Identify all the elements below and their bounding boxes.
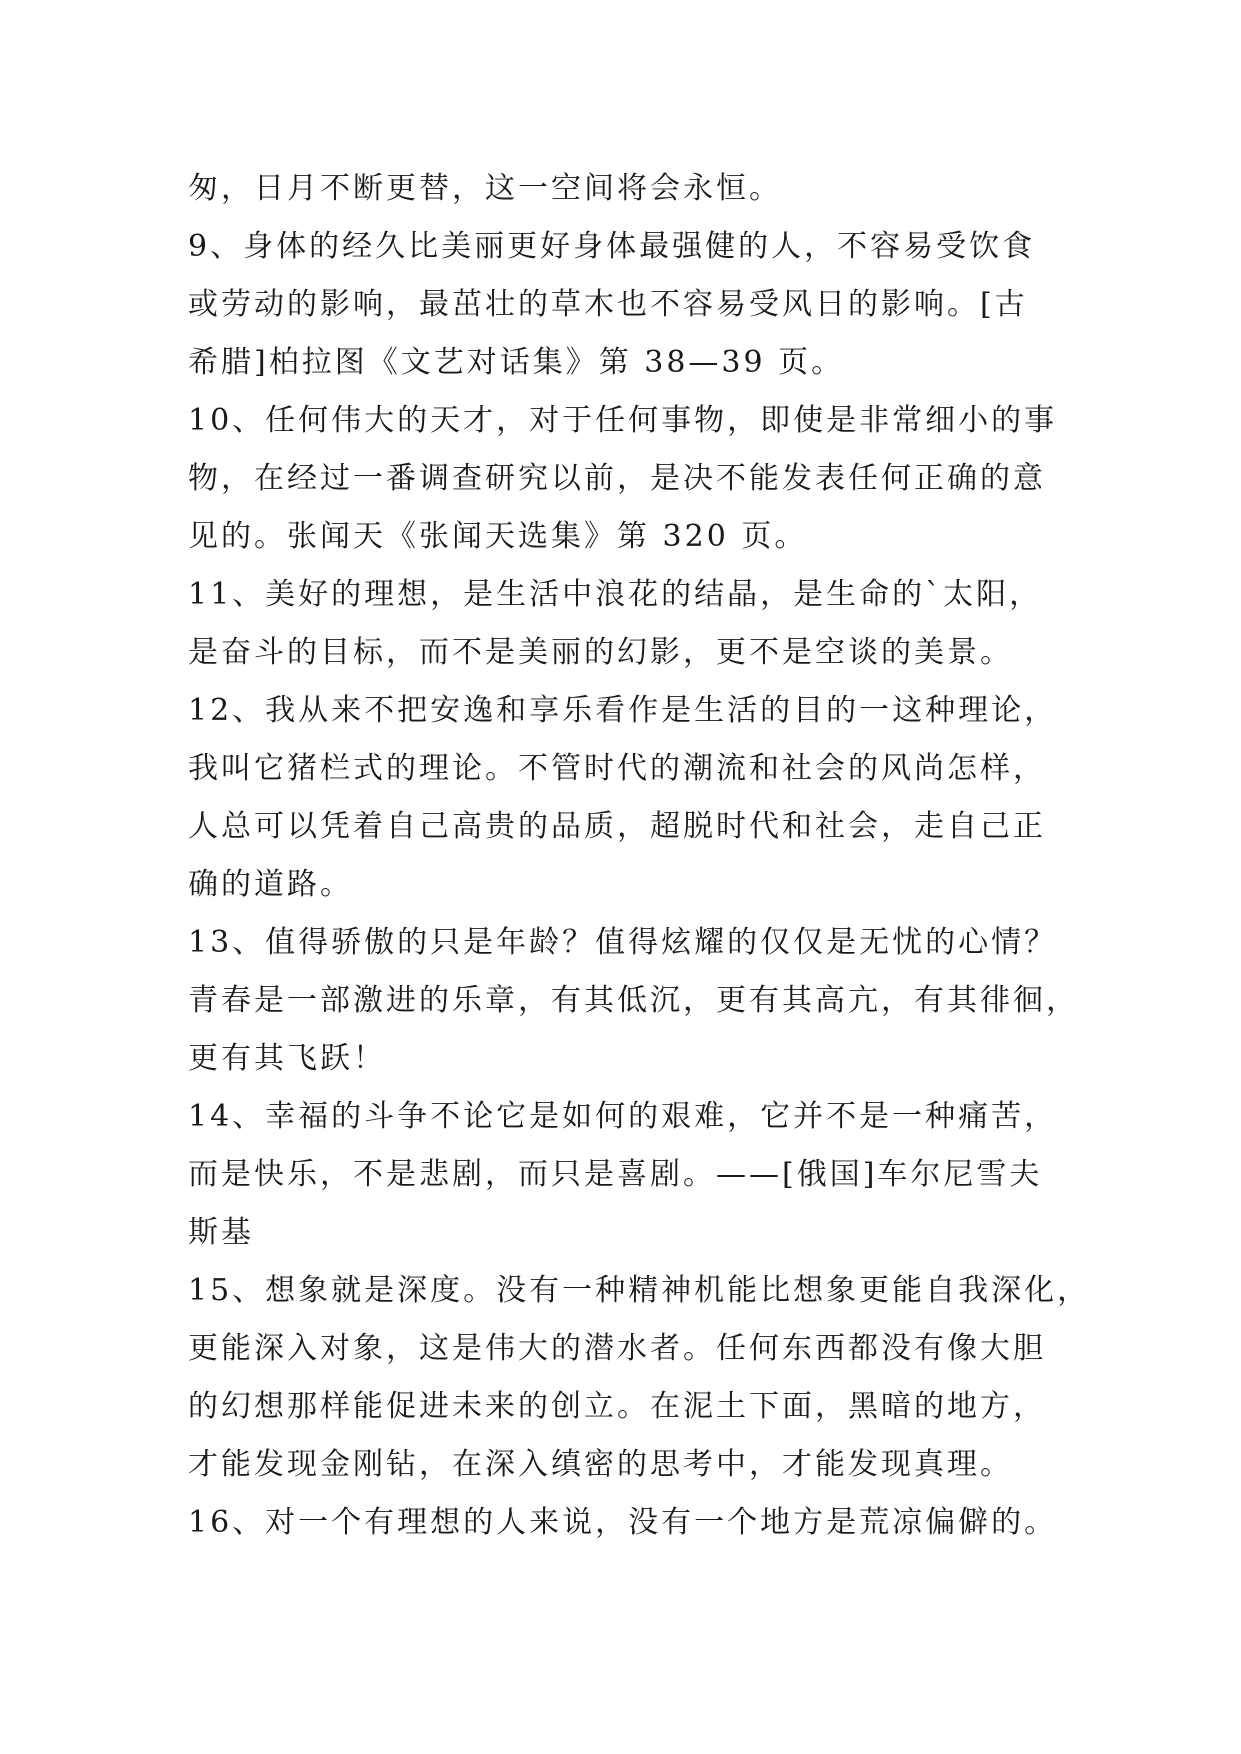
text-line: 匆，日月不断更替，这一空间将会永恒。 — [188, 171, 782, 206]
text-line: 9、身体的经久比美丽更好身体最强健的人，不容易受饮食 — [188, 229, 1036, 264]
text-line: 或劳动的影响，最茁壮的草木也不容易受风日的影响。[古 — [188, 287, 1028, 322]
text-line: 青春是一部激进的乐章，有其低沉，更有其高亢，有其徘徊， — [188, 983, 1079, 1018]
text-line: 10、任何伟大的天才，对于任何事物，即使是非常细小的事 — [188, 403, 1058, 438]
text-line: 物，在经过一番调查研究以前，是决不能发表任何正确的意 — [188, 461, 1046, 496]
text-line: 是奋斗的目标，而不是美丽的幻影，更不是空谈的美景。 — [188, 635, 1013, 670]
text-line: 希腊]柏拉图《文艺对话集》第 38—39 页。 — [188, 345, 845, 380]
text-line: 我叫它猪栏式的理论。不管时代的潮流和社会的风尚怎样， — [188, 751, 1046, 786]
text-line: 而是快乐，不是悲剧，而只是喜剧。——[俄国]车尔尼雪夫 — [188, 1157, 1043, 1192]
text-line: 更能深入对象，这是伟大的潜水者。任何东西都没有像大胆 — [188, 1331, 1046, 1366]
text-line: 人总可以凭着自己高贵的品质，超脱时代和社会，走自己正 — [188, 809, 1046, 844]
text-line: 15、想象就是深度。没有一种精神机能比想象更能自我深化， — [188, 1273, 1091, 1308]
text-line: 12、我从来不把安逸和享乐看作是生活的目的一这种理论， — [188, 693, 1058, 728]
text-line: 16、对一个有理想的人来说，没有一个地方是荒凉偏僻的。 — [188, 1505, 1058, 1540]
text-line: 13、值得骄傲的只是年龄？值得炫耀的仅仅是无忧的心情？ — [188, 925, 1058, 960]
text-line: 斯基 — [188, 1215, 254, 1250]
text-line: 更有其飞跃！ — [188, 1041, 386, 1076]
text-line: 11、美好的理想，是生活中浪花的结晶，是生命的`太阳， — [188, 577, 1043, 612]
text-line: 见的。张闻天《张闻天选集》第 320 页。 — [188, 519, 808, 554]
text-line: 的幻想那样能促进未来的创立。在泥土下面，黑暗的地方， — [188, 1389, 1046, 1424]
text-line: 确的道路。 — [188, 867, 353, 902]
document-body — [188, 160, 1091, 1552]
text-line: 才能发现金刚钻，在深入缜密的思考中，才能发现真理。 — [188, 1447, 1013, 1482]
text-line: 14、幸福的斗争不论它是如何的艰难，它并不是一种痛苦， — [188, 1099, 1058, 1134]
